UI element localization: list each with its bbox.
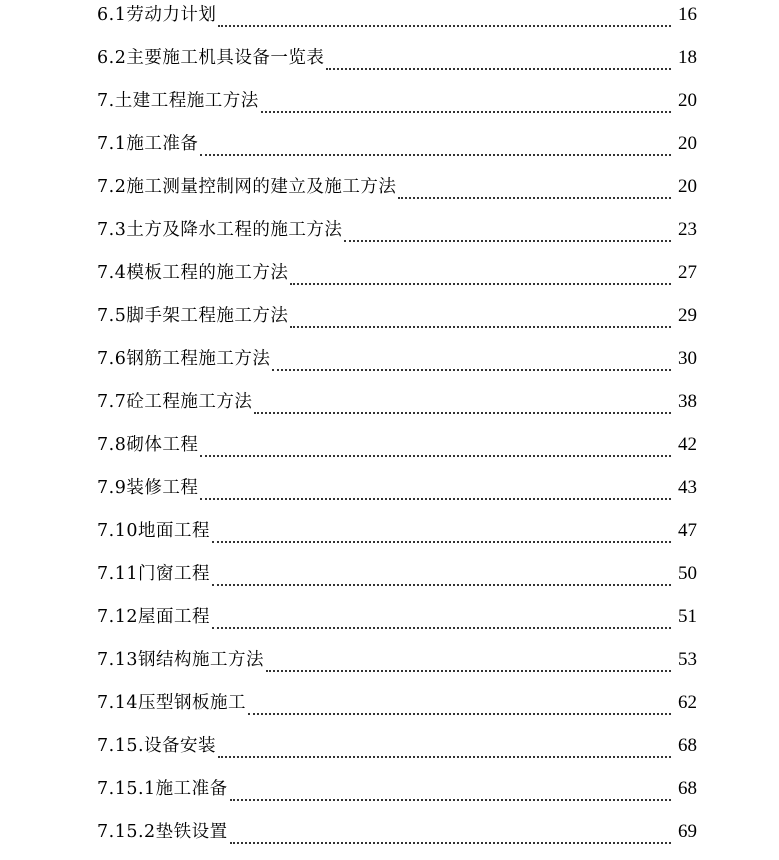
toc-entry-page-number: 20 <box>678 90 697 111</box>
toc-entry[interactable] <box>97 516 697 559</box>
toc-entry[interactable] <box>97 473 697 516</box>
dot-leader <box>326 67 671 70</box>
dot-leader <box>254 411 671 414</box>
table-of-contents <box>97 0 697 860</box>
toc-entry-page-number: 30 <box>678 348 697 369</box>
dot-leader <box>218 755 671 758</box>
toc-entry-title: 6.2主要施工机具设备一览表 <box>97 48 325 68</box>
toc-entry-title: 7.6钢筋工程施工方法 <box>97 349 271 369</box>
toc-entry-title: 7.1施工准备 <box>97 134 199 154</box>
toc-entry-title: 7.14压型钢板施工 <box>97 693 246 713</box>
dot-leader <box>230 841 671 844</box>
toc-entry-page-number: 38 <box>678 391 697 412</box>
toc-entry-page-number: 69 <box>678 821 697 842</box>
dot-leader <box>200 497 671 500</box>
toc-entry[interactable] <box>97 172 697 215</box>
toc-entry[interactable] <box>97 559 697 602</box>
dot-leader <box>212 626 671 629</box>
toc-entry[interactable] <box>97 602 697 645</box>
toc-entry-title: 7.9装修工程 <box>97 478 199 498</box>
toc-entry[interactable] <box>97 215 697 258</box>
toc-entry-page-number: 27 <box>678 262 697 283</box>
toc-entry-page-number: 20 <box>678 176 697 197</box>
toc-entry[interactable] <box>97 258 697 301</box>
toc-entry[interactable] <box>97 344 697 387</box>
toc-entry[interactable] <box>97 817 697 860</box>
toc-entry-page-number: 18 <box>678 47 697 68</box>
toc-entry-title: 7.2施工测量控制网的建立及施工方法 <box>97 177 397 197</box>
dot-leader <box>218 24 671 27</box>
toc-entry-title: 7.15.1施工准备 <box>97 779 228 799</box>
dot-leader <box>290 282 671 285</box>
toc-entry[interactable] <box>97 43 697 86</box>
dot-leader <box>212 540 671 543</box>
toc-entry-title: 7.土建工程施工方法 <box>97 91 259 111</box>
toc-entry-title: 7.3土方及降水工程的施工方法 <box>97 220 343 240</box>
toc-entry-page-number: 23 <box>678 219 697 240</box>
toc-entry-title: 7.11门窗工程 <box>97 564 210 584</box>
toc-entry[interactable] <box>97 645 697 688</box>
dot-leader <box>266 669 671 672</box>
dot-leader <box>398 196 671 199</box>
dot-leader <box>261 110 671 113</box>
toc-entry-page-number: 42 <box>678 434 697 455</box>
toc-entry[interactable] <box>97 129 697 172</box>
toc-entry-page-number: 29 <box>678 305 697 326</box>
toc-entry[interactable] <box>97 387 697 430</box>
toc-entry-page-number: 68 <box>678 778 697 799</box>
toc-entry-title: 7.12屋面工程 <box>97 607 210 627</box>
toc-entry-title: 7.7砼工程施工方法 <box>97 392 253 412</box>
dot-leader <box>200 454 671 457</box>
toc-entry[interactable] <box>97 688 697 731</box>
toc-entry-page-number: 50 <box>678 563 697 584</box>
toc-entry-page-number: 62 <box>678 692 697 713</box>
toc-entry-title: 7.13钢结构施工方法 <box>97 650 264 670</box>
toc-entry-title: 7.5脚手架工程施工方法 <box>97 306 289 326</box>
toc-entry-page-number: 16 <box>678 4 697 25</box>
toc-entry[interactable] <box>97 86 697 129</box>
toc-entry-page-number: 68 <box>678 735 697 756</box>
toc-entry-title: 7.10地面工程 <box>97 521 210 541</box>
toc-entry-page-number: 53 <box>678 649 697 670</box>
toc-entry-title: 7.15.2垫铁设置 <box>97 822 228 842</box>
dot-leader <box>200 153 671 156</box>
toc-entry-title: 7.15.设备安装 <box>97 736 217 756</box>
dot-leader <box>272 368 671 371</box>
toc-entry-page-number: 43 <box>678 477 697 498</box>
toc-entry[interactable] <box>97 774 697 817</box>
toc-entry-title: 7.8砌体工程 <box>97 435 199 455</box>
toc-entry[interactable] <box>97 731 697 774</box>
dot-leader <box>344 239 671 242</box>
toc-entry-page-number: 51 <box>678 606 697 627</box>
toc-entry[interactable] <box>97 0 697 43</box>
toc-entry[interactable] <box>97 430 697 473</box>
dot-leader <box>290 325 671 328</box>
toc-entry[interactable] <box>97 301 697 344</box>
dot-leader <box>230 798 671 801</box>
dot-leader <box>212 583 671 586</box>
toc-entry-title: 7.4模板工程的施工方法 <box>97 263 289 283</box>
toc-entry-page-number: 20 <box>678 133 697 154</box>
toc-entry-page-number: 47 <box>678 520 697 541</box>
toc-entry-title: 6.1劳动力计划 <box>97 5 217 25</box>
dot-leader <box>248 712 671 715</box>
